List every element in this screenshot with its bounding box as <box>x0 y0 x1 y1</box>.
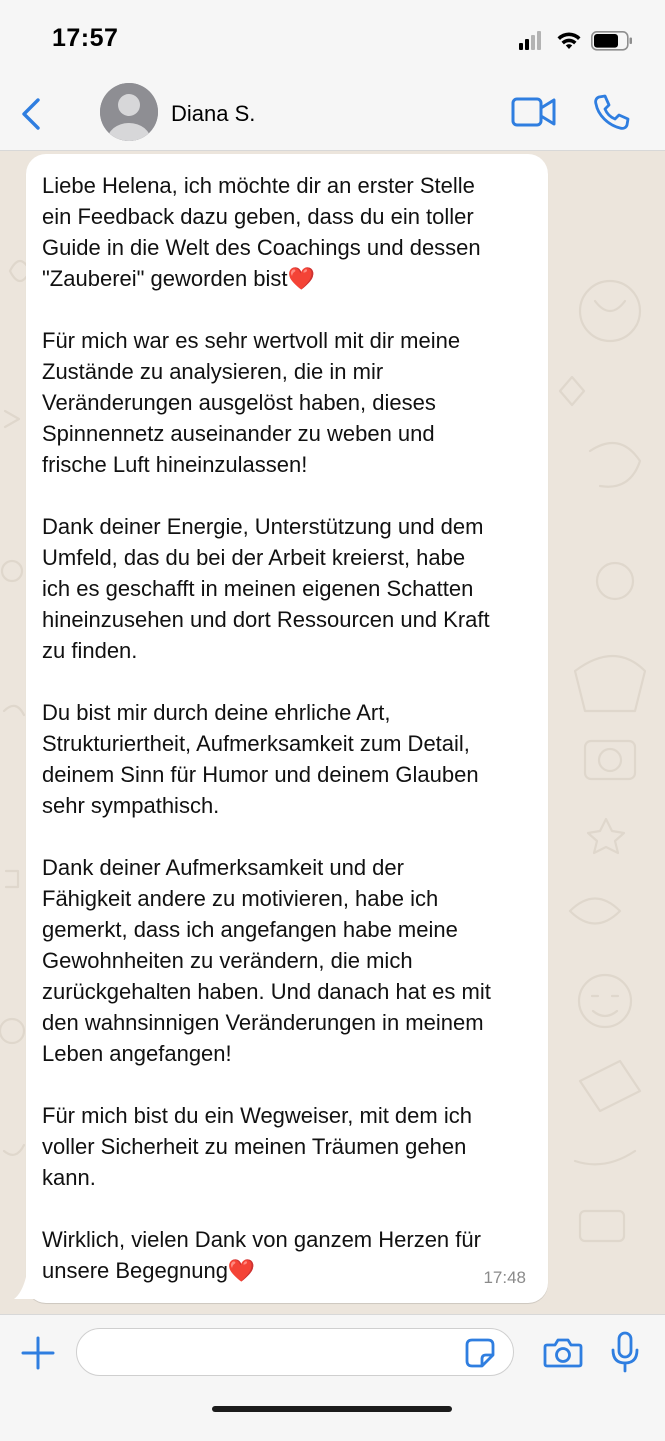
camera-icon <box>542 1335 584 1371</box>
sticker-icon <box>464 1337 496 1369</box>
back-chevron-icon <box>14 92 54 136</box>
chat-header <box>0 80 665 151</box>
video-camera-icon <box>510 94 558 130</box>
phone-icon <box>590 92 630 132</box>
avatar-icon <box>100 83 158 141</box>
status-icons <box>519 28 639 54</box>
video-call-button[interactable] <box>510 94 558 130</box>
message-timestamp: 17:48 <box>483 1268 526 1287</box>
status-bar <box>0 0 665 80</box>
message-text: Liebe Helena, ich möchte dir an erster Stelle ein Feedback dazu geben, dass du ein toller Guide in die Welt des Coachings und dessen "Zauberei" geworden bist❤️ Für mich war es sehr wertvoll mit dir meine Zustände zu analysieren, die in mir Veränderungen ausgelöst haben, dieses Spinnennetz auseinander zu weben und frische Luft hineinzulassen! Dank deiner Energie, Unterstützung und dem Umfeld, das du bei der Arbeit kreierst, habe ich es geschafft in meinen eigenen Schatten hineinzusehen und dort Ressourcen und Kraft zu finden. Du bist mir durch deine ehrliche Art, Strukturiertheit, Aufmerksamkeit zum Detail, deinem Sinn für Humor und deinem Glauben sehr sympathisch. Dank deiner Aufmerksamkeit und der Fähigkeit andere zu motivieren, habe ich gemerkt, dass ich angefangen habe meine Gewohnheiten zu verändern, die mich zurückgehalten haben. Und danach hat es mit den wahnsinnigen Veränderungen in meinem Leben angefangen! Für mich bist du ein Wegweiser, mit dem ich voller Sicherheit zu meinen Träumen gehen kann. Wirklich, vielen Dank von ganzem Herzen für unsere Begegnung❤️ <box>42 173 491 1283</box>
avatar[interactable] <box>100 83 158 141</box>
microphone-icon <box>610 1331 640 1373</box>
camera-button[interactable] <box>542 1335 584 1371</box>
sticker-button[interactable] <box>464 1337 496 1369</box>
voice-call-button[interactable] <box>590 92 630 132</box>
message-bubble[interactable] <box>26 154 548 1303</box>
contact-name[interactable]: Diana S. <box>171 101 256 126</box>
input-bar <box>0 1314 665 1441</box>
attach-button[interactable] <box>20 1335 56 1371</box>
wifi-icon <box>558 33 581 49</box>
back-button[interactable] <box>14 92 54 136</box>
plus-icon <box>20 1335 56 1371</box>
cellular-signal-icon <box>519 31 541 50</box>
microphone-button[interactable] <box>610 1331 640 1373</box>
message-input[interactable] <box>76 1328 514 1376</box>
battery-icon <box>592 32 632 50</box>
status-time: 17:57 <box>52 24 119 52</box>
home-indicator[interactable] <box>212 1406 452 1412</box>
chat-area[interactable] <box>0 151 665 1314</box>
bubble-tail-icon <box>8 1277 38 1301</box>
